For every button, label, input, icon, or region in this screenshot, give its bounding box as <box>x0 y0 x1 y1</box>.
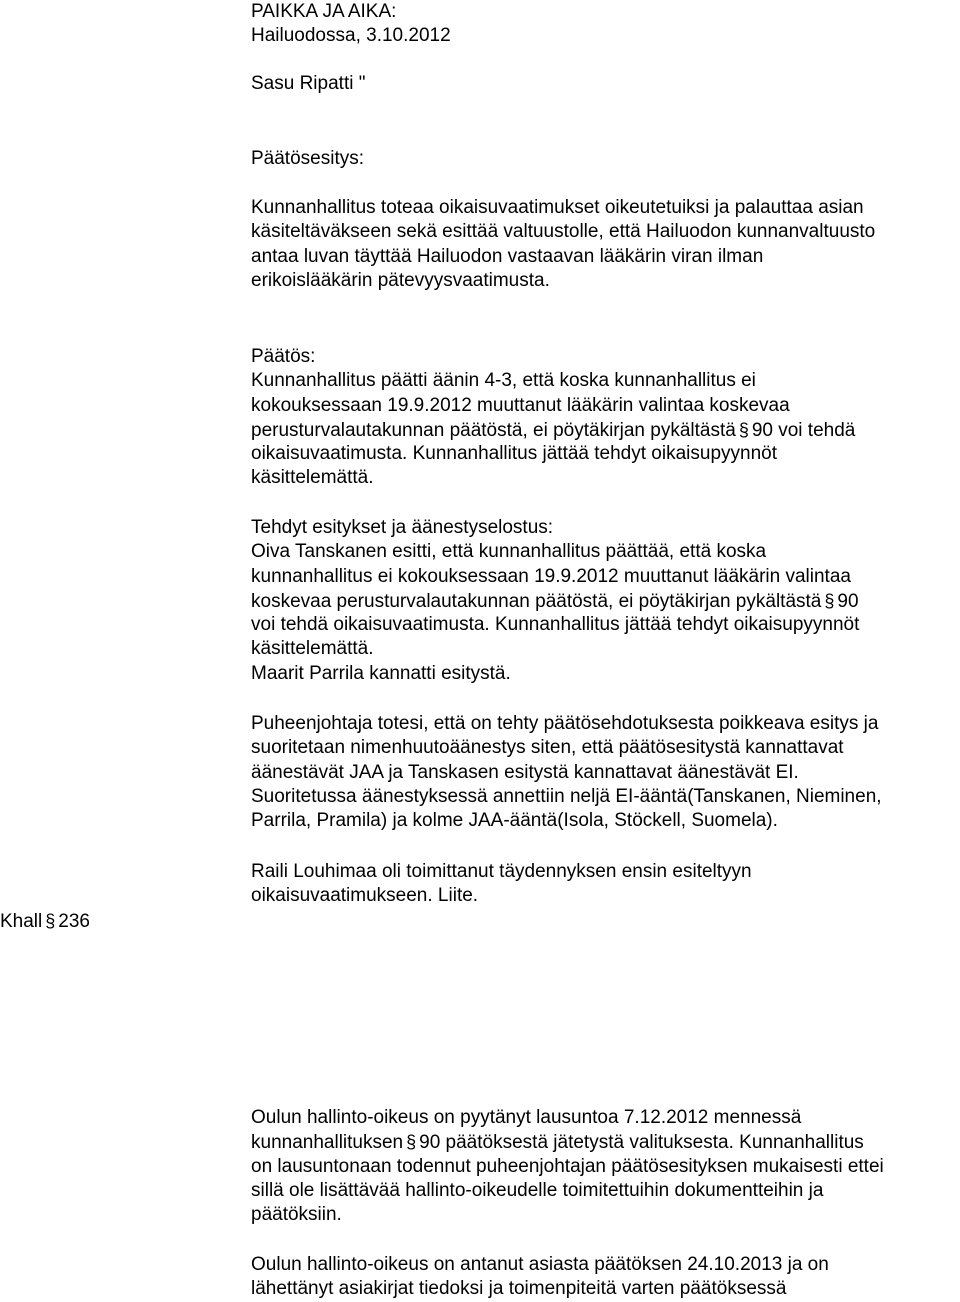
decision-line <box>251 418 960 442</box>
section-sign: § <box>45 911 56 931</box>
proposal-heading: Päätösesitys: <box>251 148 364 169</box>
court-line-part: kunnanhallituksen <box>251 1132 404 1154</box>
supplement-line: Raili Louhimaa oli toimittanut täydennyksen ensin esiteltyyn <box>251 861 752 882</box>
motions-line: voi tehdä oikaisuvaatimusta. Kunnanhallitus jättää tehdyt oikaisupyynnöt <box>251 614 860 636</box>
motions-line <box>251 589 960 613</box>
vote-line: äänestävät JAA ja Tanskasen esitystä kannattavat äänestävät EI. <box>251 761 799 783</box>
vote-line: Puheenjohtaja totesi, että on tehty päätösehdotuksesta poikkeava esitys ja <box>251 713 879 734</box>
proposal-line: antaa luvan täyttää Hailuodon vastaavan lääkärin viran ilman <box>251 245 764 267</box>
decision-line-part: perusturvalautakunnan päätöstä, ei pöytäkirjan pykältästä <box>251 419 736 441</box>
court-line: Oulun hallinto-oikeus on pyytänyt lausuntoa 7.12.2012 mennessä <box>251 1107 802 1128</box>
vote-line: Suoritetussa äänestyksessä annettiin neljä EI-ääntä(Tanskanen, Nieminen, <box>251 785 882 807</box>
court-ruling-section <box>251 1253 960 1302</box>
ruling-line: lähettänyt asiakirjat tiedoksi ja toimenpiteitä varten päätöksessä <box>251 1278 787 1300</box>
proposal-line: erikoislääkärin pätevyysvaatimusta. <box>251 269 550 291</box>
decision-section <box>251 345 960 491</box>
decision-line: oikaisuvaatimusta. Kunnanhallitus jättää tehdyt oikaisupyynnöt <box>251 443 777 465</box>
decision-line: käsittelemättä. <box>251 467 374 489</box>
proposal-section <box>251 147 960 171</box>
court-line <box>251 1130 960 1154</box>
ruling-line: Oulun hallinto-oikeus on antanut asiasta päätöksen 24.10.2013 ja on <box>251 1254 829 1275</box>
section-reference <box>0 909 90 934</box>
place-time-value: Hailuodossa, 3.10.2012 <box>251 25 451 47</box>
section-reference-label: Khall <box>0 911 43 932</box>
proposal-line: Kunnanhallitus toteaa oikaisuvaatimukset oikeutetuiksi ja palauttaa asian <box>251 197 864 218</box>
motions-line-part: koskevaa perusturvalautakunnan päätöstä, ei pöytäkirjan pykältästä <box>251 590 822 612</box>
decision-heading: Päätös: <box>251 346 316 367</box>
place-time-label: PAIKKA JA AIKA: <box>251 1 397 22</box>
motions-section <box>251 516 960 686</box>
court-line: päätöksiin. <box>251 1204 342 1226</box>
section-sign: § <box>406 1132 417 1153</box>
speaker-section <box>251 72 960 96</box>
motions-line-part: 90 <box>837 590 859 612</box>
supplement-line: oikaisuvaatimukseen. Liite. <box>251 885 479 907</box>
court-request-section <box>251 1106 960 1227</box>
vote-line: Parrila, Pramila) ja kolme JAA-ääntä(Isola, Stöckell, Suomela). <box>251 810 778 832</box>
vote-section <box>251 712 960 833</box>
motions-line: Oiva Tanskanen esitti, että kunnanhallitus päättää, että koska <box>251 541 767 563</box>
decision-line: kokouksessaan 19.9.2012 muuttanut lääkärin valintaa koskevaa <box>251 394 790 416</box>
supplement-section <box>251 860 960 909</box>
proposal-text <box>251 196 960 293</box>
motions-heading: Tehdyt esitykset ja äänestyselostus: <box>251 517 554 538</box>
motions-line: Maarit Parrila kannatti esitystä. <box>251 662 511 684</box>
court-line-part: 90 päätöksestä jätetystä valituksesta. Kunnanhallitus <box>419 1132 864 1154</box>
section-sign: § <box>824 590 835 611</box>
motions-line: käsittelemättä. <box>251 638 374 660</box>
speaker-name: Sasu Ripatti " <box>251 73 366 94</box>
section-reference-number: 236 <box>58 911 90 932</box>
motions-line: kunnanhallitus ei kokouksessaan 19.9.2012 muuttanut lääkärin valintaa <box>251 565 851 587</box>
proposal-line: käsiteltäväkseen sekä esittää valtuustolle, että Hailuodon kunnanvaltuusto <box>251 221 876 243</box>
court-line: sillä ole lisättävää hallinto-oikeudelle toimitettuihin dokumentteihin ja <box>251 1179 824 1201</box>
court-line: on lausuntonaan todennut puheenjohtajan päätösesityksen mukaisesti ettei <box>251 1155 884 1177</box>
decision-line: Kunnanhallitus päätti äänin 4-3, että koska kunnanhallitus ei <box>251 370 756 392</box>
section-sign: § <box>738 419 749 440</box>
decision-line-part: 90 voi tehdä <box>751 419 856 441</box>
vote-line: suoritetaan nimenhuutoäänestys siten, että päätösesitystä kannattavat <box>251 737 844 759</box>
place-time-section <box>251 0 960 49</box>
